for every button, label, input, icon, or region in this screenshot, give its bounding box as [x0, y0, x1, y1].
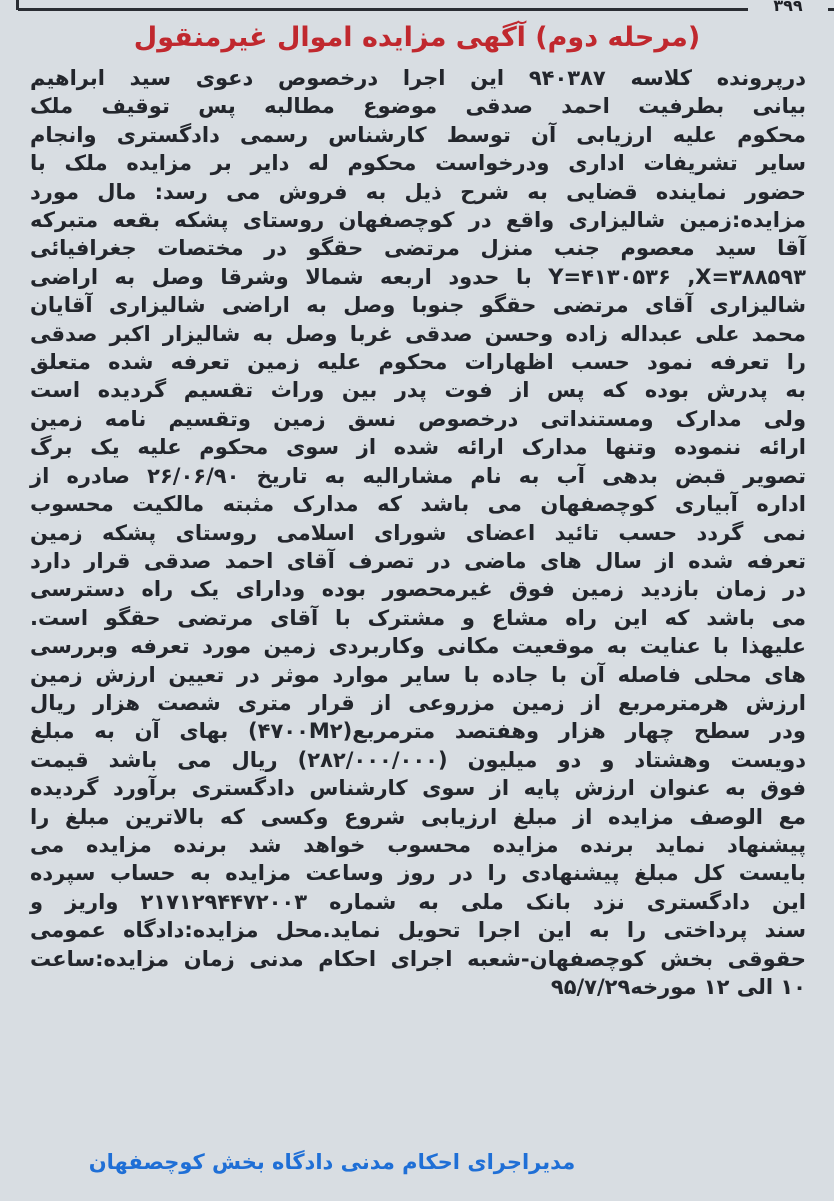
body-line: تعرفه شده از سال های ماضی در تصرف آقای احمد صدقی قرار دارد [30, 548, 806, 573]
body-line: ۱۰ الی ۱۲ مورخه۹۵/۷/۲۹ [550, 975, 806, 999]
body-line: مع الوصف مزایده از مبلغ ارزیابی شروع وکسی که بالاترین مبلغ را [30, 804, 806, 829]
body-line: ودر سطح چهار هزار وهفتصد مترمربع(۴۷۰۰M۲) بهای آن به مبلغ [30, 719, 806, 744]
body-line: بایست کل مبلغ پیشنهادی را در روز وساعت مزایده به حساب سپرده [30, 861, 806, 886]
body-line: آقا سید معصوم جنب منزل مرتضی حقگو در مختصات جغرافیائی [30, 236, 806, 261]
body-line: ولی مدارک ومستنداتی درخصوص نسق زمین وتقسیم نامه زمین [30, 406, 806, 431]
body-line: Y=۴۱۳۰۵۳۶ ,X=۳۸۸۵۹۳ با حدود اربعه شمالا وشرقا وصل به اراضی [30, 264, 806, 289]
body-line: سند پرداختی را به این اجرا تحویل نماید.محل مزایده:دادگاه عمومی [30, 918, 806, 943]
body-line: را تعرفه نمود حسب اظهارات محکوم علیه زمین تعرفه شده متعلق [30, 350, 806, 375]
notice-title: (مرحله دوم) آگهی مزایده اموال غیرمنقول [133, 22, 701, 53]
body-line: سایر تشریفات اداری ودرخواست محکوم له دایر بر مزایده ملک با [30, 151, 806, 176]
body-line: حضور نماینده قضایی به شرح ذیل به فروش می رسد: مال مورد [30, 179, 806, 204]
body-line: مزایده:زمین شالیزاری واقع در کوچصفهان روستای پشکه بقعه متبرکه [30, 208, 806, 233]
body-line: فوق به عنوان ارزش پایه از سوی کارشناس دادگستری برآورد گردیده [30, 776, 806, 801]
notice-body [30, 64, 806, 1001]
body-line: درپرونده کلاسه ۹۴۰۳۸۷ این اجرا درخصوص دعوی سید ابراهیم [30, 66, 806, 90]
body-line: ارزش هرمترمربع از زمین مزروعی از قرار متری شصت هزار ریال [30, 690, 806, 715]
body-line: در زمان بازدید زمین فوق غیرمحصور بوده ودارای یک راه دسترسی [30, 577, 806, 602]
body-line: اداره آبیاری کوچصفهان می باشد که مدارک مثبته مالکیت محسوب [30, 492, 806, 517]
body-line: پیشنهاد نماید برنده مزایده محسوب خواهد شد برنده مزایده می [30, 832, 806, 857]
body-line: محمد علی عبداله زاده وحسن صدقی غربا وصل به شالیزار اکبر صدقی [30, 321, 806, 346]
body-line: های محلی فاصله آن با جاده با سایر موارد موثر در تعیین ارزش زمین [30, 662, 806, 687]
body-line: حقوقی بخش کوچصفهان-شعبه اجرای احکام مدنی زمان مزایده:ساعت [30, 946, 806, 971]
body-line: تصویر قبض بدهی آب به نام مشارالیه به تاریخ ۲۶/۰۶/۹۰ صادره از [30, 463, 806, 488]
top-rule-divider [18, 8, 834, 11]
body-line: بیانی بطرفیت احمد صدقی موضوع مطالبه پس توقیف ملک [30, 94, 806, 119]
body-line: علیهذا با عنایت به موقعیت مکانی وکاربردی زمین مورد تعرفه وبررسی [30, 634, 806, 659]
body-line: به پدرش بوده که پس از فوت پدر بین وراث تقسیم گردیده است [30, 378, 806, 403]
body-line: ارائه ننموده وتنها مدارک ارائه شده از سوی محکوم علیه یک برگ [30, 435, 806, 460]
body-line: شالیزاری آقای مرتضی حقگو جنوبا وصل به اراضی شالیزاری آقایان [30, 293, 806, 318]
body-line: محکوم علیه ارزیابی آن توسط کارشناس رسمی دادگستری وانجام [30, 122, 806, 147]
signature-line: مدیراجرای احکام مدنی دادگاه بخش کوچصفهان [88, 1150, 576, 1174]
body-line: دویست وهشتاد و دو میلیون (۲۸۲/۰۰۰/۰۰۰) ریال می باشد قیمت [30, 747, 806, 772]
page-number: ۳۹۹ [748, 0, 828, 14]
body-line: نمی گردد حسب تائید اعضای شورای اسلامی روستای پشکه زمین [30, 520, 806, 545]
body-line: می باشد که این راه مشاع و مشترک با آقای مرتضی حقگو است. [30, 605, 806, 630]
body-line: این دادگستری نزد بانک ملی به شماره ۲۱۷۱۲۹۴۴۷۲۰۰۳ واریز و [30, 889, 806, 914]
